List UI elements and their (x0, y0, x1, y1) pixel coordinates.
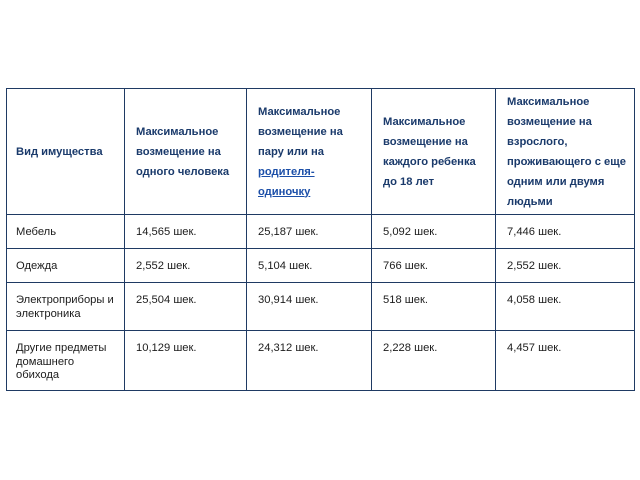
header-per-adult: Максимальное возмещение на взрослого, проживающего с еще одним или двумя людьми (496, 89, 635, 215)
cell-value: 10,129 шек. (125, 331, 247, 391)
header-per-child: Максимальное возмещение на каждого ребенка до 18 лет (372, 89, 496, 215)
cell-value: 2,552 шек. (496, 249, 635, 283)
cell-property-type: Электроприборы и электроника (7, 283, 125, 331)
cell-property-type: Другие предметы домашнего обихода (7, 331, 125, 391)
header-property-type: Вид имущества (7, 89, 125, 215)
table-row (7, 283, 635, 331)
header-per-couple (247, 89, 372, 215)
cell-value: 25,504 шек. (125, 283, 247, 331)
table-row (7, 331, 635, 391)
cell-value: 25,187 шек. (247, 215, 372, 249)
cell-value: 5,104 шек. (247, 249, 372, 283)
cell-value: 2,228 шек. (372, 331, 496, 391)
cell-value: 2,552 шек. (125, 249, 247, 283)
cell-property-type: Одежда (7, 249, 125, 283)
header-per-couple-text: Максимальное возмещение на пару или на (258, 105, 343, 158)
cell-value: 518 шек. (372, 283, 496, 331)
cell-value: 4,457 шек. (496, 331, 635, 391)
cell-value: 5,092 шек. (372, 215, 496, 249)
cell-value: 24,312 шек. (247, 331, 372, 391)
table-header-row (7, 89, 635, 215)
cell-property-type: Мебель (7, 215, 125, 249)
cell-value: 4,058 шек. (496, 283, 635, 331)
header-per-person: Максимальное возмещение на одного человека (125, 89, 247, 215)
cell-value: 7,446 шек. (496, 215, 635, 249)
cell-value: 766 шек. (372, 249, 496, 283)
cell-value: 30,914 шек. (247, 283, 372, 331)
table-row (7, 249, 635, 283)
single-parent-link[interactable]: родителя-одиночку (258, 165, 315, 198)
table-row (7, 215, 635, 249)
cell-value: 14,565 шек. (125, 215, 247, 249)
compensation-table (6, 88, 635, 391)
